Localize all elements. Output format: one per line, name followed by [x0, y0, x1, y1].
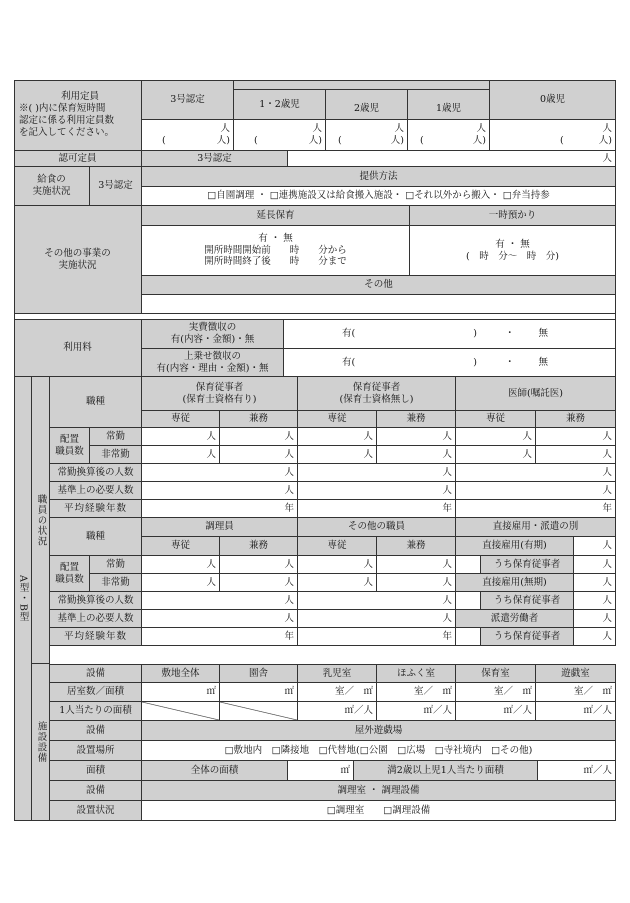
job-label-2: 職種: [50, 518, 142, 556]
cell[interactable]: 人: [574, 628, 616, 646]
over2-area-label: 満2歳以上児1人当たり面積: [354, 761, 538, 781]
part-3: 兼務: [536, 411, 616, 428]
cell[interactable]: 人: [298, 428, 377, 446]
equip-label-1: 設備: [50, 664, 142, 683]
approved-label: 認可定員: [14, 151, 142, 167]
meals-label-2: 実施状況: [32, 186, 71, 197]
col-other-staff: その他の職員: [298, 518, 456, 537]
capacity-label-4: を記入してください。: [19, 126, 115, 138]
direct-term-label: 直接雇用(有期): [456, 537, 574, 556]
of-which-label-3: うち保育従事者: [480, 628, 574, 646]
fees-label: 利用料: [14, 320, 142, 377]
play-room: 遊戯室: [536, 664, 616, 683]
part-5: 兼務: [377, 537, 456, 556]
approved-cert: 3号認定: [142, 151, 288, 167]
building: 園舎: [220, 664, 298, 683]
cell[interactable]: 人: [536, 446, 616, 464]
fees-close: ): [473, 328, 477, 340]
fees-no: 無: [538, 356, 548, 368]
temp-care-detail[interactable]: [410, 226, 616, 276]
cell[interactable]: 人: [574, 592, 616, 610]
capacity-age-span-top: [234, 80, 490, 90]
meals-method-options[interactable]: □自園調理 ・ □連携施設又は給食搬入施設・ □それ以外から搬入・ □弁当持参: [142, 187, 616, 206]
full-2: 専従: [298, 411, 377, 428]
cell[interactable]: 年: [456, 500, 616, 518]
fees-extra-label: [142, 349, 284, 377]
cell[interactable]: 人: [142, 428, 220, 446]
cell[interactable]: 室／ ㎡: [536, 683, 616, 702]
cell[interactable]: 人: [456, 428, 536, 446]
cell[interactable]: 人: [142, 446, 220, 464]
fees-close: ): [473, 356, 477, 368]
over2-area-value[interactable]: ㎡／人: [538, 761, 616, 781]
parttime-label-1: 非常勤: [90, 446, 142, 464]
capacity-age-1: 1歳児: [408, 90, 490, 120]
cell[interactable]: 人: [574, 574, 616, 592]
cell[interactable]: 人: [298, 574, 377, 592]
paren-open: (: [338, 135, 342, 146]
approved-value[interactable]: 人: [288, 151, 616, 167]
cell[interactable]: 人: [142, 574, 220, 592]
job-label-1: 職種: [50, 377, 142, 428]
full-4: 専従: [142, 537, 220, 556]
extended-care-before: 開所時間開始前 時 分から: [204, 244, 347, 256]
cell[interactable]: 人: [298, 556, 377, 574]
location-label: 設置場所: [50, 741, 142, 761]
required-label-2: 基準上の必要人数: [50, 610, 142, 628]
extended-care-header: 延長保育: [142, 206, 410, 226]
location-options[interactable]: □敷地内 □隣接地 □代替地(□公園 □広場 □寺社境内 □その他): [142, 741, 616, 761]
capacity-cert3: 3号認定: [142, 80, 234, 120]
fees-actual-label-2: 有(内容・金額)・無: [170, 334, 255, 345]
avg-years-label-2: 平均経験年数: [50, 628, 142, 646]
meals-label: [14, 167, 90, 206]
crawl-room: ほふく室: [377, 664, 456, 683]
total-area-label: 全体の面積: [142, 761, 288, 781]
dispatch-label: 派遣労働者: [456, 610, 574, 628]
fulltime-label-2: 常勤: [90, 556, 142, 574]
cell[interactable]: ㎡: [142, 683, 220, 702]
capacity-age-0: 0歳児: [490, 80, 616, 120]
fees-yes: 有(: [342, 328, 356, 340]
avg-years-label-1: 平均経験年数: [50, 500, 142, 518]
placed-label-1: [50, 428, 90, 464]
part-4: 兼務: [220, 537, 298, 556]
capacity-age-1-2: 1・2歳児: [234, 90, 326, 120]
equip-label-2: 設備: [50, 721, 142, 741]
paren-close: 人): [216, 135, 230, 146]
unit-label: 人: [602, 123, 612, 135]
of-which-label-2: うち保育従事者: [480, 592, 574, 610]
of-which-row-2: [456, 592, 480, 610]
col-nurse-licensed-sub: (保育士資格有り): [182, 393, 257, 405]
cell[interactable]: ㎡／人: [377, 702, 456, 721]
temp-care-header: 一時預かり: [410, 206, 616, 226]
cell[interactable]: ㎡／人: [298, 702, 377, 721]
staff-section-label: 職員の状況: [32, 377, 50, 664]
fees-no: 無: [538, 328, 548, 340]
facility-form-table: [14, 80, 616, 821]
cell[interactable]: 人: [298, 610, 456, 628]
capacity-value-0[interactable]: [490, 120, 616, 151]
type-ab-label: A型・B型: [14, 377, 32, 821]
fees-extra-label-1: 上乗せ徴収の: [183, 350, 241, 362]
equip-label-3: 設備: [50, 781, 142, 801]
cell[interactable]: 人: [298, 446, 377, 464]
cell[interactable]: 人: [142, 592, 298, 610]
capacity-label-2: ※( )内に保育短時間: [19, 103, 106, 115]
other-header: その他: [142, 276, 616, 295]
paren-close: 人): [308, 135, 322, 146]
paren-close: 人): [390, 135, 404, 146]
paren-open: (: [560, 135, 564, 146]
of-which-row-3: [456, 628, 480, 646]
temp-care-time: ( 時 分〜 時 分): [466, 250, 559, 262]
part-2: 兼務: [377, 411, 456, 428]
fees-yes: 有(: [342, 356, 356, 368]
cell[interactable]: 人: [377, 428, 456, 446]
meals-cert: 3号認定: [90, 167, 142, 206]
cell[interactable]: 人: [456, 464, 616, 482]
extended-care-yes-no: 有 ・ 無: [258, 232, 293, 244]
full-5: 専従: [298, 537, 377, 556]
cell[interactable]: 人: [298, 592, 456, 610]
cell[interactable]: 人: [377, 446, 456, 464]
kitchen-options[interactable]: □調理室 □調理設備: [142, 801, 616, 821]
col-doctor: 医師(嘱託医): [456, 377, 616, 411]
capacity-value-1[interactable]: [408, 120, 490, 151]
cell[interactable]: 年: [298, 500, 456, 518]
cell[interactable]: 人: [574, 610, 616, 628]
outdoor-header: 屋外遊戯場: [142, 721, 616, 741]
site-total: 敷地全体: [142, 664, 220, 683]
cell[interactable]: 人: [377, 574, 456, 592]
cell[interactable]: 室／ ㎡: [298, 683, 377, 702]
other-detail[interactable]: [142, 295, 616, 314]
temp-care-yes-no: 有 ・ 無: [495, 238, 530, 250]
cell[interactable]: 人: [456, 482, 616, 500]
other-services-label: [14, 206, 142, 314]
placed-label-1b: 職員数: [55, 445, 84, 457]
cell[interactable]: 人: [377, 556, 456, 574]
cell[interactable]: 人: [536, 428, 616, 446]
cell[interactable]: 人: [142, 610, 298, 628]
fees-dot: ・: [504, 356, 515, 368]
fees-extra-value[interactable]: [284, 349, 616, 377]
paren-open: (: [254, 135, 258, 146]
cell[interactable]: 人: [220, 446, 298, 464]
extended-care-after: 開所時間終了後 時 分まで: [204, 256, 347, 268]
nursery-room: 保育室: [456, 664, 536, 683]
staff-spacer: [50, 646, 616, 664]
col-nurse-unlicensed: [298, 377, 456, 411]
cell[interactable]: 人: [574, 537, 616, 556]
full-3: 専従: [456, 411, 536, 428]
converted-label-2: 常勤換算後の人数: [50, 592, 142, 610]
other-services-label-1: その他の事業の: [44, 247, 111, 259]
placed-label-2b: 職員数: [55, 573, 84, 585]
unit-label: 人: [394, 123, 404, 135]
cell[interactable]: 人: [220, 428, 298, 446]
capacity-value-1-2[interactable]: [234, 120, 326, 151]
capacity-value-cert3[interactable]: [142, 120, 234, 151]
infant-room: 乳児室: [298, 664, 377, 683]
cell[interactable]: 人: [142, 556, 220, 574]
required-label-1: 基準上の必要人数: [50, 482, 142, 500]
area-label: 面積: [50, 761, 142, 781]
cell[interactable]: 人: [142, 482, 298, 500]
col-cook: 調理員: [142, 518, 298, 537]
col-nurse-licensed: [142, 377, 298, 411]
direct-perm-label: 直接雇用(無期): [456, 574, 574, 592]
placed-label-1a: 配置: [59, 433, 79, 445]
cell[interactable]: 人: [142, 464, 298, 482]
col-nurse-unlicensed-sub: (保育士資格無し): [339, 393, 414, 405]
paren-open: (: [420, 135, 424, 146]
cell[interactable]: ㎡／人: [456, 702, 536, 721]
parttime-label-2: 非常勤: [90, 574, 142, 592]
per-person-label: 1人当たりの面積: [50, 702, 142, 721]
placed-label-2: [50, 556, 90, 592]
capacity-age-2: 2歳児: [326, 90, 408, 120]
col-nurse-unlicensed-title: 保育従事者: [352, 381, 401, 393]
paren-close: 人): [598, 135, 612, 146]
cell[interactable]: ㎡／人: [536, 702, 616, 721]
cell[interactable]: 人: [220, 556, 298, 574]
col-nurse-licensed-title: 保育従事者: [195, 381, 244, 393]
meals-method-header: 提供方法: [142, 167, 616, 187]
status-label: 設置状況: [50, 801, 142, 821]
fees-extra-label-2: 有(内容・理由・金額)・無: [156, 362, 269, 374]
unit-label: 人: [312, 123, 322, 135]
of-which-label-1: うち保育従事者: [480, 556, 574, 574]
cell[interactable]: 人: [298, 464, 456, 482]
total-area-value[interactable]: ㎡: [288, 761, 354, 781]
other-services-label-2: 実施状況: [58, 259, 97, 271]
paren-open: (: [162, 135, 166, 146]
fulltime-label-1: 常勤: [90, 428, 142, 446]
part-1: 兼務: [220, 411, 298, 428]
placed-label-2a: 配置: [59, 561, 79, 573]
unit-label: 人: [220, 123, 230, 135]
full-1: 専従: [142, 411, 220, 428]
cell[interactable]: 人: [456, 446, 536, 464]
cell[interactable]: 室／ ㎡: [456, 683, 536, 702]
cell-na: [142, 702, 220, 721]
cell[interactable]: 人: [574, 556, 616, 574]
converted-label-1: 常勤換算後の人数: [50, 464, 142, 482]
capacity-label-3: 認定に係る利用定員数: [19, 115, 115, 126]
cell[interactable]: ㎡: [220, 683, 298, 702]
fees-dot: ・: [504, 328, 515, 340]
kitchen-header: 調理室 ・ 調理設備: [142, 781, 616, 801]
col-direct-dispatch: 直接雇用・派遣の別: [456, 518, 616, 537]
paren-close: 人): [472, 135, 486, 146]
cell[interactable]: 年: [298, 628, 456, 646]
meals-label-1: 給食の: [37, 174, 66, 186]
fees-actual-value[interactable]: [284, 320, 616, 349]
capacity-label-1: 利用定員: [60, 91, 99, 103]
of-which-row-1: [456, 556, 480, 574]
capacity-label: [14, 80, 142, 151]
facilities-section-label: 施設設備: [32, 664, 50, 821]
cell[interactable]: 人: [298, 482, 456, 500]
cell[interactable]: 室／ ㎡: [377, 683, 456, 702]
cell[interactable]: 年: [142, 628, 298, 646]
cell[interactable]: 人: [220, 574, 298, 592]
fees-actual-label-1: 実費徴収の: [188, 322, 237, 334]
cell[interactable]: 年: [142, 500, 298, 518]
unit-label: 人: [476, 123, 486, 135]
rooms-area-label: 居室数／面積: [50, 683, 142, 702]
cell-na: [220, 702, 298, 721]
extended-care-detail[interactable]: [142, 226, 410, 276]
fees-actual-label: [142, 320, 284, 349]
capacity-value-2[interactable]: [326, 120, 408, 151]
